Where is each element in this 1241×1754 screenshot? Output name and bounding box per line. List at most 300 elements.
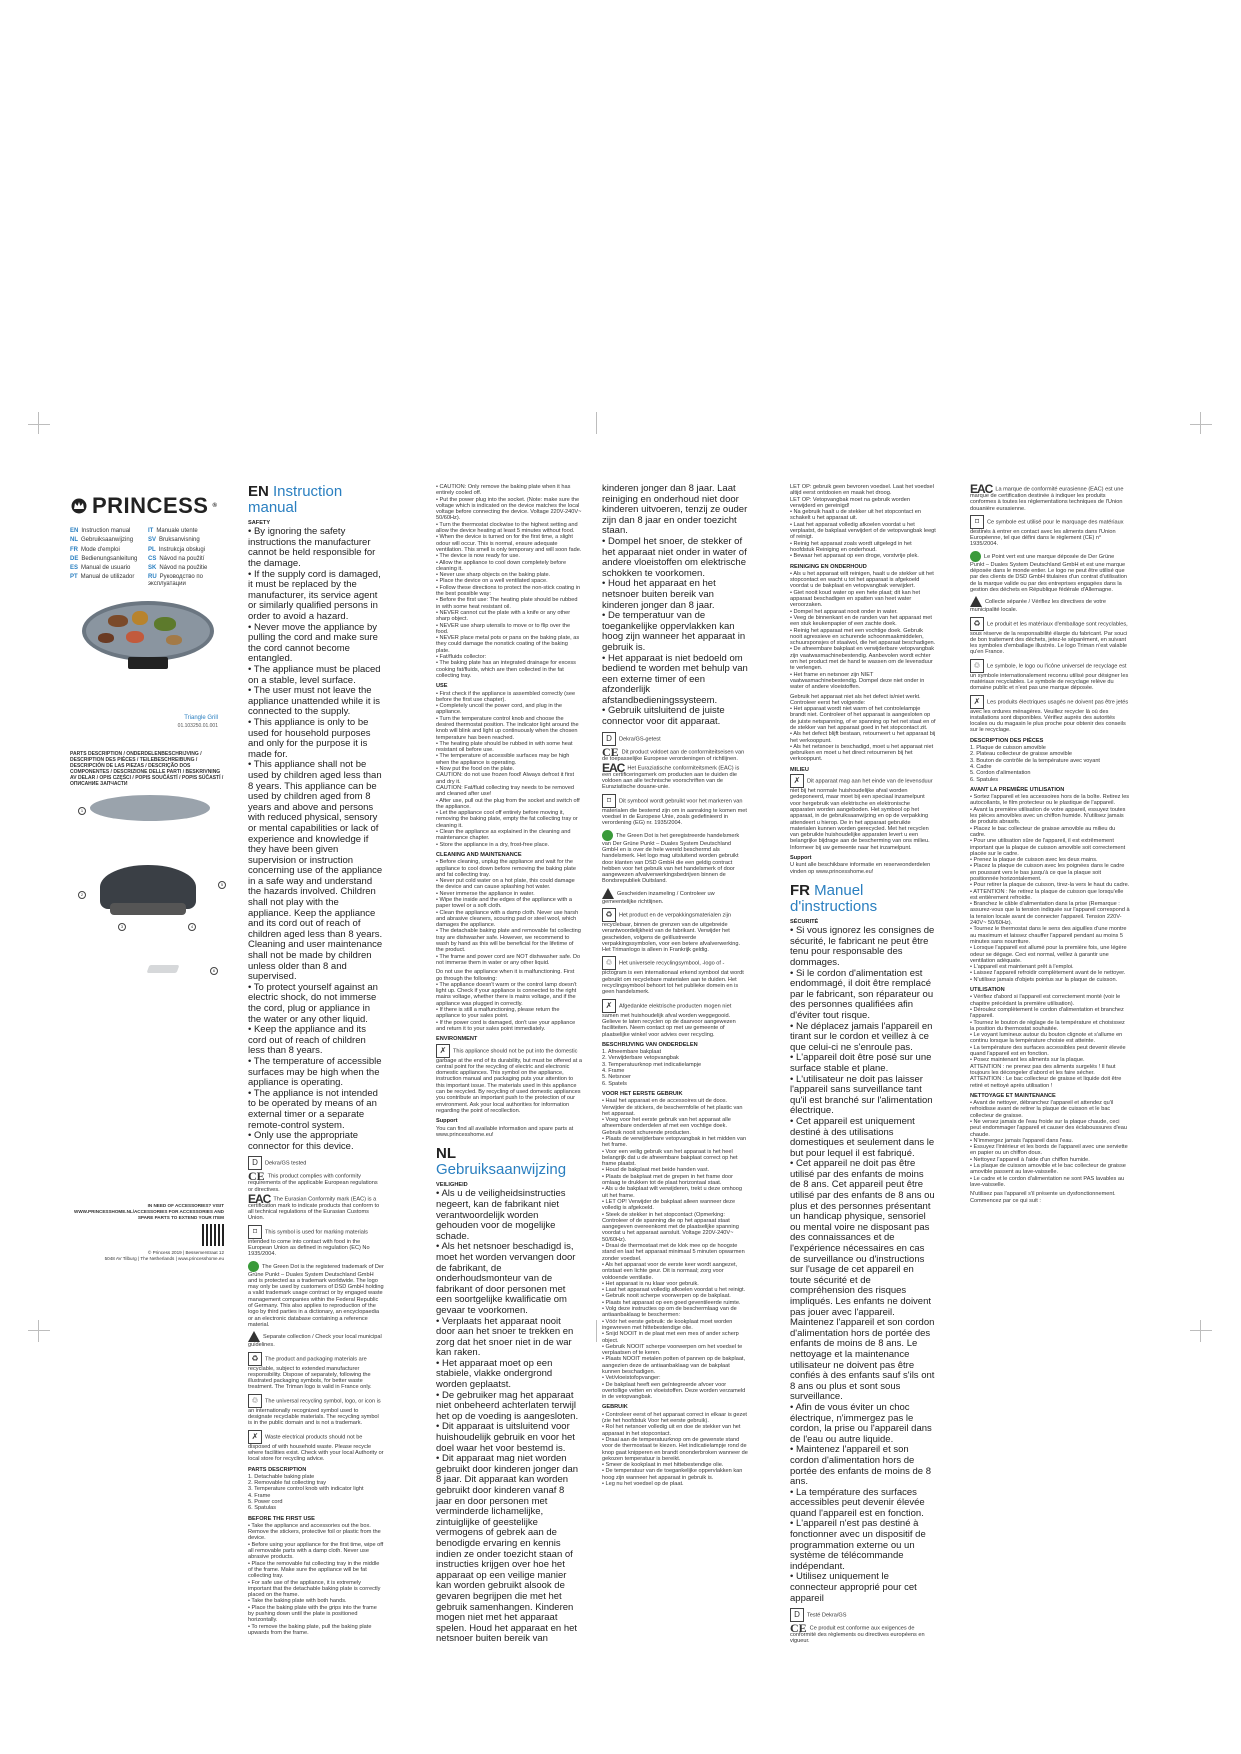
triman-row-fr: ♻ Le produit et les matériaux d'emballage sont recyclables, sous réserve de la responsabilité élargie du fabricant. Par souci de bon traitement des déchets, jetez-le séparément, en suivant les symboles d'emballage illustrés. Le logo Triman n'est valable qu'en France. (970, 618, 1128, 656)
list-item: • Fat/fluids collector: (436, 654, 487, 661)
list-item: • Vet/vloeistofopvanger: (602, 1375, 661, 1382)
eac-icon: EAC (248, 1191, 271, 1206)
list-item: • Na gebruik haalt u de stekker uit het stopcontact en schakelt u het apparaat uit. (790, 509, 922, 522)
list-item: • Als u de veiligheidsinstructies negeert, kan de fabrikant niet verantwoordelijk worden gehouden voor de mogelijke schade. (436, 1188, 566, 1242)
list-item: • The device is now ready for use. (436, 553, 520, 560)
malfunction-intro-nl: Gebruik het apparaat niet als het defect is/niet werkt. Controleer eerst het volgende: (790, 693, 921, 706)
list-item: • Plaats het apparaat op een goed geventileerde ruimte. (602, 1299, 741, 1306)
list-item: • Maintenez l'appareil et son cordon d'alimentation hors de portée des enfants de moins de 8 ans. (790, 1444, 932, 1488)
list-item: • By ignoring the safety instructions the manufacturer cannot be held responsible for the damage. (248, 526, 376, 570)
list-item: • NEVER use sharp utensils to move or to flip over the food. (436, 622, 571, 635)
list-item: • Wipe the inside and the edges of the appliance with a paper towel or a soft cloth. (436, 897, 572, 910)
crop-mark (38, 1320, 39, 1342)
crop-mark (1190, 424, 1212, 425)
crop-mark (1200, 412, 1201, 434)
cleaning-heading-nl: REINIGING EN ONDERHOUD (790, 563, 867, 570)
triman-icon: ♻ (602, 908, 616, 922)
universal-row: ♲ The universal recycling symbol, logo, or icon is an internationally recognized symbol used to designate recyclable materials. The recycling symbol is in the public domain and is not a trademark. (248, 1395, 381, 1427)
list-item: • Als het defect blijft bestaan, retourneert u het apparaat bij het verkooppunt. (790, 731, 936, 744)
list-item: • Giet nooit koud water op een hete plaat; dit kan het apparaat beschadigen en spatten van heet water veroorzaken. (790, 589, 921, 609)
list-item: • Le cadre et le cordon d'alimentation ne sont PAS lavables au lave-vaisselle. (970, 1175, 1125, 1188)
ce-icon: CE (602, 744, 619, 759)
language-item: NL Gebruiksaanwijzing (70, 537, 134, 544)
support-heading: Support (436, 1118, 458, 1125)
weee-bin-icon: ✗ (248, 1430, 262, 1444)
language-item: CS Návod na použití (148, 555, 205, 562)
triman-row-nl: ♻ Het product en de verpakkingsmaterialen zijn recyclebaar, binnen de grenzen van de uitgebreide verantwoordelijkheid van de fabrikant. Verwijder het gescheiden, volgens de geïllustreerde verpakkingssymbolen, voor een betere afvalverwerking. Het Trimanlogo is alleen in Frankrijk geldig. (602, 909, 741, 954)
list-item: 6. Spatulas (248, 1505, 276, 1512)
list-item: • Put the power plug into the socket. (Note: make sure the voltage which is indicated on the device matches the local voltage before connecting the device. Voltage 220V-240V~ 50/60Hz). (436, 496, 582, 522)
cleaning-heading-fr: NETTOYAGE ET MAINTENANCE (970, 1092, 1056, 1099)
cover-column (70, 484, 224, 1268)
section-title-nl: NL Gebruiksaanwijzing (436, 1145, 567, 1179)
list-item: 2. Verwijderbare vetopvangbak (602, 1055, 679, 1062)
grill-plate-surface (86, 605, 210, 657)
list-item: • Plaats de bakplaat met de grepen in het frame door omlaag te drukken tot de plaat horizontaal staat. (602, 1173, 734, 1187)
list-item: • This appliance is only to be used for household purposes and only for the purpose it is made for. (248, 716, 371, 760)
list-item: • The baking plate has an integrated drainage for excess cooking fat/fluids, which are then collected in the fat collecting tray. (436, 660, 576, 679)
list-item: • Essuyez l'intérieur et les bords de l'appareil avec une serviette en papier ou un chiffon doux. (970, 1144, 1128, 1157)
list-item: • Draai aan de temperatuurknop om de gewenste stand voor de thermostaat te kiezen. Het indicatielampje rond de knop gaat knipperen en brandt ononderbroken wanneer de gekozen temperatuur is bereikt. (602, 1436, 748, 1462)
triman-row: ♻ The product and packaging materials are recyclable, subject to extended manufacturer responsibility. Dispose of separately, following the illustrated packaging symbols, for better waste treatment. The Triman logo is valid in France only. (248, 1353, 372, 1391)
food-item (132, 611, 148, 625)
green-row-nl: The Green Dot is het geregistreerde handelsmerk van Der Grüne Punkt – Duales System Deutschland GmbH en is over de hele wereld beschermd als handelsmerk. Het logo mag uitsluitend worden gebruikt door klanten van DSD GmbH die een geldig contract hebben voor het gebruik van het handelsmerk of door aangewezen afvalverwerkingsbedrijven binnen de Bondsrepubliek Duitsland. (602, 830, 748, 885)
list-item: • Haal het apparaat en de accessoires uit de doos. Verwijder de stickers, de beschermfolie of het plastic van het apparaat. (602, 1098, 743, 1117)
list-item: • Avant de nettoyer, débranchez l'appareil et attendez qu'il refroidisse avant de retirer la plaque de cuisson et le bac collecteur de graisse. (970, 1100, 1114, 1119)
product-image (70, 601, 224, 751)
list-item: • Als het netsnoer is beschadigd, moet u het apparaat niet gebruiken en moet u het direct retourneren bij het verkooppunt. (790, 743, 934, 763)
list-item: • Completely uncoil the power cord, and plug in the appliance. (436, 703, 563, 716)
ce-icon: CE (248, 1169, 265, 1184)
list-item: • Turn the temperature control knob and choose the desired thermostat position. The indicator light around the knob will blink and light up continuously when the chosen temperature has been reached. (436, 715, 579, 741)
qr-code (202, 1224, 224, 1246)
list-item: • Only use the appropriate connector for this device. (248, 1130, 359, 1152)
part-number: 6 (210, 967, 218, 975)
list-item: • Sortez l'appareil et les accessoires hors de la boîte. Retirez les autocollants, le film protecteur ou le plastique de l'appareil. (970, 794, 1130, 807)
list-item: • Never move the appliance by pulling the cord and make sure the cord cannot become entangled. (248, 621, 378, 665)
product-name: Triangle Grill (184, 715, 218, 722)
ce-icon: CE (790, 1621, 807, 1636)
ce-row-fr: CE Ce produit est conforme aux exigences de conformité des règlements ou directives européens en vigueur. (790, 1621, 925, 1645)
use-heading-fr: UTILISATION (970, 987, 1005, 994)
list-item: • Pour retirer la plaque de cuisson, tirez-la vers le haut du cadre. (970, 882, 1130, 889)
list-item: • Never use sharp objects on the baking plate. (436, 572, 551, 579)
safety-list-nl-cont (602, 484, 748, 728)
list-item: • Take the baking plate with both hands. (248, 1598, 347, 1605)
list-item: • Het frame en netsnoer zijn NIET vaatwasmachinebestendig. Dompel deze niet onder in water of andere vloeistoffen. (790, 671, 925, 691)
list-item: • Follow these directions to protect the non-stick coating in the best possible way: (436, 584, 581, 598)
list-item: • If the power cord is damaged, don't use your appliance and return it to your sales point immediately. (436, 1019, 576, 1032)
food-row: ⌑ This symbol is used for marking materials intended to come into contact with food in the European Union as defined in regulation (EC) No 1935/2004. (248, 1226, 370, 1258)
list-item: • After use, pull out the plug from the socket and switch off the appliance. (436, 797, 580, 810)
list-item: • Never immerse the appliance in water. (436, 890, 535, 897)
list-item: 4. Frame (248, 1492, 271, 1499)
environment-row: ✗ This appliance should not be put into the domestic garbage at the end of its durability, but must be offered at a central point for the recycling of electric and electronic domestic appliances. This symbol on the appliance, instruction manual and packaging puts your attention to this important issue. The materials used in this appliance can be recycled. By recycling of used domestic appliances you contribute an important push to the protection of our environment. Ask your local authorities for information regarding the point of recollection. (436, 1045, 582, 1114)
crop-mark (1200, 1320, 1201, 1342)
list-item: • Before the first use: The heating plate should be rubbed in with some heat resistant oil. (436, 597, 578, 610)
list-item: • Reinig het apparaat zoals wordt uitgelegd in het hoofdstuk Reiniging en onderhoud. (790, 540, 912, 553)
cover-footer (70, 1203, 224, 1262)
crop-mark (596, 1320, 597, 1342)
parts-list (248, 1474, 384, 1512)
dutch-french-column (790, 484, 936, 1645)
list-item: • Verplaats het apparaat nooit door aan het snoer te trekken en zorg dat het snoer niet in de war kan raken. (436, 1315, 574, 1359)
copyright: © Princess 2019 | Bessemerstraat 12 (147, 1250, 224, 1256)
language-item: RU Руководство по эксплуатации (148, 574, 203, 587)
list-item: • Voeg voor het eerste gebruik van het apparaat alle afneembare onderdelen af met een vochtige doek. Gebruik nooit schurende producten. (602, 1117, 731, 1136)
safety-heading-fr: SÉCURITÉ (790, 918, 819, 925)
dekra-row-nl: D Dekra/GS-getest (602, 732, 748, 746)
food-item (98, 633, 114, 643)
list-item: • N'immergez jamais l'appareil dans l'eau. (970, 1137, 1074, 1144)
list-item: • Als u de bakplaat wilt verwijderen, trekt u deze omhoog uit het frame. (602, 1186, 743, 1199)
list-item: • Utilisez uniquement le connecteur approprié pour cet appareil (790, 1571, 917, 1604)
list-item: • Gebruik nooit scherpe voorwerpen op de bakplaat. (602, 1293, 731, 1300)
triman-icon: ♻ (248, 1352, 262, 1366)
use-list-fr (970, 994, 1130, 1088)
list-item: • Si vous ignorez les consignes de sécurité, le fabricant ne peut être tenu pour responsable des dommages. (790, 925, 935, 968)
brand-logo: PRINCESS ® (70, 498, 224, 514)
list-item: • For safe use of the appliance, it is extremely important that the detachable baking plate is correctly placed on the frame. (248, 1579, 381, 1599)
list-item: • Houd de bakplaat met beide handen vast. (602, 1167, 710, 1174)
dutch-column (602, 483, 748, 1488)
list-item: • Steek de stekker in het stopcontact (Opmerking: Controleer of de spanning die op het apparaat staat aangegeven overeenkomt met de plaatselijke spanning voordat u het apparaat aansluit. Voltage 220V-240V~ 50/60Hz). (602, 1211, 739, 1243)
list-item: • The appliance must be placed on a stable, level surface. (248, 664, 381, 686)
list-item: • Nettoyez l'appareil à l'aide d'un chiffon humide. (970, 1156, 1090, 1163)
fat-tray (110, 903, 186, 915)
list-item: • Turn the thermostat clockwise to the highest setting and allow the device heating at least 5 minutes without food. (436, 521, 578, 535)
support-heading-nl: Support (790, 855, 812, 862)
green-row-fr: Le Point vert est une marque déposée de Der Grüne Punkt – Duales System Deutschland GmbH et est une marque déposée dans le monde entier. Le logo ne peut être utilisé que par des clients de DSD GmbH titulaires d'un contrat d'utilisation de la marque valide ou par des entreprises engagées dans la gestion des déchets en République fédérale d'Allemagne. (970, 551, 1130, 593)
ce-row-nl: CE Dit product voldoet aan de conformiteitseisen van de toepasselijke Europese verordeningen of richtlijnen. (602, 744, 745, 762)
language-item: IT Manuale utente (148, 528, 198, 534)
list-item: • N'utilisez jamais d'objets pointus sur la plaque de cuisson. (970, 976, 1118, 983)
list-item: • De gebruiker mag het apparaat niet onbeheerd achterlaten terwijl het op de voeding is aangesloten. (436, 1389, 579, 1422)
crop-mark (596, 412, 597, 434)
food-row-nl: ⌑ Dit symbool wordt gebruikt voor het markeren van materialen die bestemd zijn om in aanraking te komen met voedsel in de Europese Unie, zoals gedefinieerd in verordening (EG) nr. 1935/2004. (602, 795, 747, 827)
list-item: • Pour une utilisation sûre de l'appareil, il est extrêmement important que la plaque de cuisson amovible soit correctement placée sur le cadre. (970, 838, 1126, 857)
french-column (970, 484, 1130, 1268)
list-item: • Dit apparaat mag niet worden gebruikt door kinderen jonger dan 8 jaar. Dit apparaat kan worden gebruikt door kinderen vanaf 8 jaar en door personen met verminderde lichamelijke, zintuiglijke of geestelijke vermogens of gebrek aan de benodigde ervaring en kennis indien ze onder toezicht staan of instructies krijgen over hoe het apparaat op een veilige manier kan worden gebruikt alsook de gevaren begrijpen die met het gebruik samenhangen. Kinderen mogen niet met het apparaat spelen. Houd het apparaat en het netsnoer buiten bereik van (436, 1453, 579, 1645)
malfunction-list-nl (790, 706, 936, 763)
dekra-row-fr: D Testé Dekra/GS (790, 1608, 936, 1622)
list-item: • Never put cold water on a hot plate, this could damage the device and can cause splashing hot water. (436, 878, 575, 891)
food-item (166, 635, 182, 645)
list-item: • First check if the appliance is assembled correctly (see before the first use chapter). (436, 690, 576, 703)
dekra-icon: D (248, 1156, 262, 1170)
part-number: 4 (188, 923, 196, 931)
use-list-nl (602, 1412, 748, 1488)
list-item: • Laat het apparaat volledig afkoelen voordat u het reinigt. (602, 1287, 746, 1294)
part-number: 5 (218, 881, 226, 889)
safety-list-fr (790, 926, 936, 1604)
before-list (248, 1523, 384, 1636)
product-model: 01.103250.01.001 (177, 723, 218, 730)
list-item: • Leg nu het voedsel op de plaat. (602, 1481, 684, 1488)
cleaning-heading: CLEANING AND MAINTENANCE (436, 851, 522, 858)
list-item: • Place the removable fat collecting tray in the middle of the frame. Make sure the appliance will be fat collecting tray. (248, 1560, 380, 1580)
list-item: • Take the appliance and accessories out the box. Remove the stickers, protective foil or plastic from the device. (248, 1522, 381, 1542)
list-item: • Keep the appliance and its cord out of reach of children less than 8 years. (248, 1024, 366, 1057)
food-item (126, 631, 144, 643)
language-item: ES Manual de usuario (70, 565, 131, 572)
list-item: 6. Spatels (602, 1080, 627, 1087)
list-item: 2. Plateau collecteur de graisse amovible (970, 751, 1072, 758)
part-number: 2 (78, 891, 86, 899)
list-item: • Tournez le bouton de réglage de la température et choisissez la position du thermostat souhaitée. (970, 1019, 1125, 1032)
list-item: • NEVER place metal pots or pans on the baking plate, as they could damage the nonstick coating of the baking plate. (436, 635, 580, 654)
list-item: • Houd het apparaat en het netsnoer buiten bereik van kinderen jonger dan 8 jaar. (602, 578, 716, 611)
list-item: • The temperature of accessible surfaces may be high when the appliance is operating. (248, 1055, 382, 1089)
list-item: • Laat het apparaat volledig afkoelen voordat u het verplaatst, de bakplaat verwijdert of de vetopvangbak leegt of reinigt. (790, 521, 936, 541)
crown-icon (70, 498, 88, 514)
list-item: 1. Detachable baking plate (248, 1473, 315, 1480)
list-item: • La température des surfaces accessibles peut devenir élevée quand l'appareil est en fonction. (970, 1044, 1126, 1058)
baking-plate (90, 795, 210, 821)
list-item: • Le voyant lumineux autour du bouton clignote et s'allume en continu lorsque la température choisie est atteinte. (970, 1032, 1123, 1045)
list-item: • Placez la plaque de cuisson avec les poignées dans le cadre en poussant vers le bas jusqu'à ce que la plaque soit positionnée horizontalement. (970, 863, 1125, 882)
use-list (436, 691, 582, 848)
list-item: • Het apparaat moet op een stabiele, vlakke ondergrond worden geplaatst. (436, 1357, 553, 1391)
dekra-icon: D (602, 732, 616, 746)
before-list-nl (602, 1098, 748, 1400)
list-item: • Voor een veilig gebruik van het apparaat is het heel belangrijk dat u de afneembare bakplaat correct op het frame plaatst. (602, 1148, 738, 1168)
before-list-fr (970, 794, 1130, 983)
crop-mark (38, 412, 39, 434)
list-item: • Dompel het snoer, de stekker of het apparaat niet onder in water of andere vloeistoffen om elektrische schokken te voorkomen. (602, 535, 747, 579)
list-item: • Clean the appliance as explained in the cleaning and maintenance chapter. (436, 829, 571, 842)
list-item: • L'appareil n'est pas destiné à fonctionner avec un dispositif de programmation externe ou un système de télécommande indépendant. (790, 1518, 926, 1572)
list-item: • Controleer eerst of het apparaat correct in elkaar is gezet (zie het hoofdstuk Voor het eerste gebruik). (602, 1411, 747, 1425)
eac-row: EAC The Eurasian Conformity mark (EAC) is a certification mark to indicate products that conform to all technical regulations of the Eurasian Customs Union. (248, 1191, 380, 1222)
list-item: • Prenez la plaque de cuisson avec les deux mains. (970, 857, 1098, 864)
list-item: • Cet appareil est uniquement destiné à des utilisations domestiques et seulement dans le but pour lequel il est fabriqué. (790, 1115, 935, 1159)
weee-row-fr: ✗ Les produits électriques usagés ne doivent pas être jetés avec les ordures ménagères. Veuillez recycler là où des installations sont disponibles. Vérifiez auprès des autorités locales ou du magasin le plus proche pour obtenir des conseils sur le recyclage. (970, 696, 1129, 734)
eac-row-fr: EAC La marque de conformité eurasienne (EAC) est une marque de certification destinée à indiquer les produits conformes à toutes les réglementations techniques de l'Union douanière eurasienne. (970, 482, 1124, 512)
green-dot-icon (970, 551, 981, 562)
list-item: 3. Temperature control knob with indicator light (248, 1486, 364, 1493)
universal-recycle-icon: ♲ (602, 956, 616, 970)
list-item: • Avant la première utilisation de votre appareil, essuyez toutes les pièces amovibles avec un chiffon humide. N'utilisez jamais de produits abrasifs. (970, 806, 1126, 826)
use-heading-nl: GEBRUIK (602, 1404, 628, 1411)
grill-base (128, 657, 168, 669)
language-item: DE Bedienungsanleitung (70, 555, 138, 562)
universal-recycle-icon: ♲ (970, 659, 984, 673)
caution-list (436, 484, 582, 679)
list-item: • NEVER cannot cut the plate with a knife or any other sharp object. (436, 609, 571, 623)
list-item: • Plaats NOOIT metalen potten of pannen op de bakplaat, aangezien deze de antiaanbaklaag van de bakplaat kunnen beschadigen. (602, 1356, 746, 1375)
eac-icon: EAC (602, 760, 625, 775)
green-dot-icon (602, 830, 613, 841)
weee-bin-icon: ✗ (790, 774, 804, 788)
cleaning-list-fr (970, 1100, 1130, 1188)
list-item: • Vérifiez d'abord si l'appareil est correctement monté (voir le chapitre précédant la première utilisation). (970, 994, 1121, 1007)
universal-row-nl: ♲ Het universele recyclingsymbool, -logo of -pictogram is een internationaal erkend symbool dat wordt gebruikt om recyclebare materialen aan te duiden. Het recyclingsymbool behoort tot het publieke domein en is geen handelsmerk. (602, 958, 744, 996)
list-item: • If the supply cord is damaged, it must be replaced by the manufacturer, its service agent or similarly qualified persons in order to avoid a hazard. (248, 568, 381, 623)
list-item: • Déroulez complètement le cordon d'alimentation et branchez l'appareil. (970, 1006, 1124, 1020)
english-column (248, 483, 384, 1636)
weee-bin-icon: ✗ (970, 695, 984, 709)
list-item: CAUTION: do not use frozen food! Always defrost it first and dry it. (436, 772, 575, 785)
list-item: • De temperatuur van de toegankelijke oppervlakken kan hoog zijn wanneer het apparaat in gebruik is. (602, 1468, 743, 1481)
use-list-nl-cont (790, 484, 936, 560)
list-item: • To protect yourself against an electric shock, do not immerse the cord, plug or appliance in the water or any other liquid. (248, 981, 378, 1025)
part-number: 3 (118, 923, 126, 931)
list-item: • CAUTION: Only remove the baking plate when it has entirely cooled off. (436, 484, 571, 497)
list-item: • L'appareil est maintenant prêt à l'emploi. (970, 964, 1074, 971)
language-item: SV Bruksanvisning (148, 537, 200, 544)
list-item: • Tournez le thermostat dans le sens des aiguilles d'une montre au maximum et laissez chauffer l'appareil pendant au moins 5 minutes sans nourriture. (970, 926, 1127, 945)
list-item: • ATTENTION : Ne retirez la plaque de cuisson que lorsqu'elle est entièrement refroidie. (970, 888, 1124, 901)
food-item (108, 615, 128, 627)
list-item: • Posez maintenant les aliments sur la plaque. (970, 1057, 1085, 1064)
list-item: • De bakplaat heeft een geïntegreerde afvoer voor overtollige vetten en vloeistoffen. Deze worden verzameld in de vetopvangbak. (602, 1381, 746, 1401)
separate-row-fr: Collecte séparée / Vérifiez les directives de votre municipalité locale. (970, 596, 1130, 613)
manual-sheet (70, 482, 1170, 1645)
dekra-row: D Dekra/GS tested (248, 1156, 384, 1170)
list-item: • The frame and power cord are NOT dishwasher safe. Do not immerse them in water or any other liquid. (436, 953, 581, 966)
parts-heading: PARTS DESCRIPTION (248, 1466, 307, 1473)
separate-row-nl: Gescheiden inzameling / Controleer uw gemeentelijke richtlijnen. (602, 888, 748, 905)
before-heading: BEFORE THE FIRST USE (248, 1515, 315, 1522)
food-contact-icon: ⌑ (248, 1225, 262, 1239)
accessories-note: IN NEED OF ACCESSORIES? VISIT (147, 1203, 224, 1209)
list-item: • La température des surfaces accessibles peut devenir élevée quand l'appareil est en fonction. (790, 1486, 925, 1519)
list-item: • Rol het netsnoer volledig uit en doe de stekker van het apparaat in het stopcontact. (602, 1424, 741, 1437)
list-item: • LET OP! Verwijder de bakplaat alleen wanneer deze volledig is afgekoeld. (602, 1198, 736, 1212)
list-item: • Branchez le câble d'alimentation dans la prise (Remarque : assurez-vous que la tension indiquée sur l'appareil correspond à la tension locale avant de connecter l'appareil. Tension 220V-240V~ 50/60Hz). (970, 901, 1130, 927)
list-item: • Smeer de kookplaat in met hittebestendige olie. (602, 1462, 724, 1469)
crop-mark (28, 1330, 50, 1331)
list-item: 1. Plaque de cuisson amovible (970, 745, 1046, 752)
list-item: • L'appareil doit être posé sur une surface stable et plane. (790, 1052, 932, 1074)
list-item: • Volg deze instructies op om de beschermlaag van de antiaanbaklaag te beschermen: (602, 1306, 737, 1319)
list-item: • Now put the food on the plate. (436, 766, 515, 773)
list-item: • Ne versez jamais de l'eau froide sur la plaque chaude, ceci peut endommager l'appareil et causer des éclaboussures d'eau chaude. (970, 1118, 1127, 1138)
list-item: 6. Spatules (970, 776, 998, 783)
food-contact-icon: ⌑ (602, 794, 616, 808)
list-item: • Veeg de binnenkant en de randen van het apparaat met een stuk keukenpapier of een zachte doek. (790, 614, 932, 628)
use-heading: USE (436, 683, 448, 690)
list-item: • Plaats de verwijderbare vetopvangbak in het midden van het frame. (602, 1136, 747, 1149)
weee-bin-icon: ✗ (436, 1044, 450, 1058)
list-item: • L'utilisateur ne doit pas laisser l'appareil sans surveillance tant qu'il est branché sur l'alimentation électrique. (790, 1073, 933, 1117)
crop-mark (1190, 1330, 1212, 1331)
ce-row: CE This product complies with conformity requirements of the applicable European regulations or directives. (248, 1169, 378, 1193)
recycle-triangle-icon (602, 888, 614, 899)
recycle-triangle-icon (248, 1331, 260, 1342)
malfunction-intro-fr: N'utilisez pas l'appareil s'il présente un dysfonctionnement. Commencez par ce qui suit : (970, 1191, 1116, 1204)
list-item: • Place the device on a well ventilated space. (436, 578, 548, 585)
list-item: CAUTION: Fat/fluid collecting tray needs to be removed and cleaned after use! (436, 784, 575, 798)
food-row-fr: ⌑ Ce symbole est utilisé pour le marquage des matériaux destinés à entrer en contact avec les aliments dans l'Union Européenne, tel que défini dans le règlement (CE) n° 1935/2004. (970, 516, 1124, 548)
language-item: EN Instruction manual (70, 528, 131, 534)
list-item: • Reinig het apparaat met een vochtige doek. Gebruik nooit agressieve en schurende schoonmaakmiddelen, schuursponsjes of staalwol, die het apparaat beschadigen. (790, 627, 936, 647)
language-item: PT Manual de utilizador (70, 574, 135, 581)
weee-row: ✗ Waste electrical products should not be disposed of with household waste. Please recycle where facilities exist. Check with your local Authority or local store for recycling advice. (248, 1431, 384, 1463)
list-item: • Allow the appliance to cool down completely before cleaning it. (436, 559, 567, 572)
list-item: • Lorsque l'appareil est allumé pour la première fois, une légère odeur se dégage. Ceci est normal, veillez à garantir une ventilation adéquate. (970, 945, 1127, 964)
malfunction-list (436, 982, 582, 1032)
list-item: • Vóór het eerste gebruik: de kookplaat moet worden ingewreven met hittebestendige olie. (602, 1318, 733, 1331)
cleaning-list-nl (790, 571, 936, 691)
triman-icon: ♻ (970, 617, 984, 631)
list-item: • Als het netsnoer beschadigd is, moet het worden vervangen door de fabrikant, de onderhoudsmonteur van de fabrikant of door personen met een soortgelijke kwalificatie om gevaar te voorkomen. (436, 1241, 576, 1316)
language-item: FR Mode d'emploi (70, 546, 120, 553)
list-item: • Het apparaat is nu klaar voor gebruik. (602, 1280, 699, 1287)
weee-row-nl: ✗ Afgedankte elektrische producten mogen niet samen met huishoudelijk afval worden weggegooid. Gelieve te laten recyclen op de daarvoor aangewezen faciliteiten. Neem contact op met uw gemeente of plaatselijke winkel voor advies over recycling. (602, 1000, 736, 1038)
list-item: kinderen jonger dan 8 jaar. Laat reiniging en onderhoud niet door kinderen uitvoeren, tenzij ze ouder zijn dan 8 jaar en onder toezicht staan. (602, 483, 748, 537)
list-item: • Place the baking plate with the grips into the frame by pushing down until the plate is positioned horizontally. (248, 1604, 377, 1624)
universal-recycle-icon: ♲ (248, 1394, 262, 1408)
list-item: • Store the appliance in a dry, frost-free place. (436, 841, 550, 848)
list-item: • Als u het apparaat wilt reinigen, haalt u de stekker uit het stopcontact en wacht u tot het apparaat is afgekoeld voordat u de bakplaat en vetopvangbak verwijdert. (790, 570, 934, 590)
green-row: The Green Dot is the registered trademark of Der Grüne Punkt – Duales System Deutschland GmbH and is protected as a trademark worldwide. The logo may only be used by customers of DSD GmbH holding a valid trademark usage contract or by engaged waste management companies within the Federal Republic of Germany. This also applies to reproduction of the logo by third parties in a dictionary, an encyclopaedia or an electronic database containing a reference material. (248, 1261, 384, 1329)
list-item: • Let the appliance cool off entirely before moving it, removing the baking plate, empty the fat collecting tray or cleaning it. (436, 810, 578, 829)
spatula (147, 965, 180, 973)
dekra-icon: D (790, 1608, 804, 1622)
list-item: • The appliance doesn't warm or the control lamp doesn't light up. Check if your appliance is connected to the right mains voltage, whether there is mains voltage, and if the appliance was plugged in correctly. (436, 981, 577, 1007)
recycle-triangle-icon (970, 596, 982, 607)
list-item: • This appliance shall not be used by children aged less than 8 years. This appliance can be used by children aged from 8 years and above and persons with reduced physical, sensory or mental capabilities or lack of experience and knowledge if they have been given supervision or instruction concerning use of the appliance in a safe way and understand the hazards involved. Children shall not play with the appliance. Keep the appliance and its cord out of reach of children aged less than 8 years. Cleaning and user maintenance shall not be made by children unless older than 8 and supervised. (248, 759, 383, 983)
list-item: • The appliance is not intended to be operated by means of an external timer or a separate remote-control system. (248, 1087, 378, 1131)
environment-heading-nl: MILIEU (790, 766, 809, 773)
safety-list (248, 527, 384, 1152)
list-item: • Als het apparaat voor de eerste keer wordt aangezet, ontstaat een lichte geur. Dit is normaal; zorg voor voldoende ventilatie. (602, 1261, 738, 1281)
list-item: 4. Cadre (970, 763, 992, 770)
environment-row-nl: ✗ Dit apparaat mag aan het einde van de levensduur niet bij het normale huishoudelijke afval worden gedeponeerd, maar moet bij een speciaal inzamelpunt voor hergebruik van elektrische en elektronische apparaten worden aangeboden. Het symbool op het apparaat, in de gebruiksaanwijzing en op de verpakking attendeert u hierop. De in het apparaat gebruikte materialen kunnen worden gerecycled. Met het recyclen van gebruikte huishoudelijke apparaten levert u een belangrijke bijdrage aan de bescherming van ons milieu. Informeer bij uw gemeente naar het inzamelpunt. (790, 776, 933, 851)
crop-mark (28, 424, 50, 425)
universal-row-fr: ♲ Le symbole, le logo ou l'icône universel de recyclage est un symbole internationalement reconnu utilisé pour désigner les matériaux recyclables. Le symbole de recyclage relève du domaine public et n'est pas une marque déposée. (970, 660, 1129, 692)
list-item: • De afneembare bakplaat en verwijderbare vetopvangbak zijn vaatwasmachinebestendig. Aanbevolen wordt echter om het product met de hand te wassen om de levensduur te verlengen. (790, 646, 935, 672)
parts-list-nl (602, 1049, 748, 1087)
safety-heading-nl: VEILIGHEID (436, 1182, 468, 1189)
eac-row-nl: EAC Het Euraziatische conformiteitsmerk (EAC) is een certificeringsmerk om producten aan te duiden die voldoen aan alle technische voorschriften van de Euraziatische douane-unie. (602, 760, 740, 791)
list-item: • Gebruik uitsluitend de juiste connector voor dit apparaat. (602, 705, 725, 728)
language-list (70, 528, 224, 587)
green-dot-icon (248, 1261, 259, 1272)
list-item: • Clean the appliance with a damp cloth. Never use harsh and abrasive cleaners, scouring pad or steel wool, which damages the appliance. (436, 909, 579, 929)
environment-heading: ENVIRONMENT (436, 1036, 478, 1043)
list-item: • Si le cordon d'alimentation est endommagé, il doit être remplacé par le fabricant, son réparateur ou des personnes qualifiées afin d'éviter tout risque. (790, 967, 934, 1021)
before-heading-nl: VOOR HET EERSTE GEBRUIK (602, 1090, 683, 1097)
food-item (154, 617, 176, 631)
list-item: • Laissez l'appareil refroidir complètement avant de le nettoyer. (970, 970, 1126, 977)
parts-list-fr (970, 745, 1130, 783)
list-item: • Bewaar het apparaat op een droge, vorstvrije plek. (790, 553, 919, 560)
list-item: 5. Cordon d'alimentation (970, 770, 1031, 777)
list-item: • Ne déplacez jamais l'appareil en tirant sur le cordon et veillez à ce que celui-ci ne s'enroule pas. (790, 1020, 933, 1053)
language-item: SK Návod na použitie (148, 565, 208, 572)
malfunction-intro: Do not use the appliance when it is malfunctioning. First go through the following: (436, 969, 575, 982)
list-item: 1. Afneembare bakplaat (602, 1049, 662, 1056)
list-item: • Dompel het apparaat nooit onder in water. (790, 608, 898, 615)
parts-diagram (70, 795, 224, 985)
list-item: • Before using your appliance for the first time, wipe off all removable parts with a damp cloth. Never use abrasive products. (248, 1541, 384, 1561)
english-continued-column (436, 484, 582, 1645)
list-item: • Placez le bac collecteur de graisse amovible au milieu du cadre. (970, 825, 1116, 838)
support-text-nl: U kunt alle beschikbare informatie en reserveonderdelen vinden op www.princesshome.eu! (790, 862, 931, 875)
list-item: LET OP: Vetopvangbak moet na gebruik worden verwijderd en gereinigd! (790, 496, 910, 509)
list-item: • The detachable baking plate and removable fat collecting tray are dishwasher safe. However, we recommend to wash by hand as this will be beneficial for the lifetime of the product. (436, 928, 581, 954)
list-item: ATTENTION : ne prenez pas des aliments surgelés ! Il faut toujours les décongeler d'abord et les faire sécher. (970, 1063, 1116, 1076)
parts-header: PARTS DESCRIPTION / ONDERDELENBESCHRIJVING / DESCRIPTION DES PIÈCES / TEILEBESCHREIBUNG / DESCRIPCIÓN DE LAS PIEZAS / DESCRIÇÃO DOS COMPONENTES / DESCRIZIONE DELLE PARTI / BESKRIVNING AV DELAR / OPIS CZĘŚCI / POPIS SOUČÁSTÍ / POPIS SÚČASTÍ / ОПИСАНИЕ ЗАПЧАСТИ (70, 751, 224, 788)
list-item: • Before cleaning, unplug the appliance and wait for the appliance to cool down before removing the baking plate and fat collecting tray. (436, 859, 576, 878)
list-item: • Draai de thermostaat met de klok mee op de hoogste stand en laat het apparaat minimaal 5 minuten opwarmen zonder voedsel. (602, 1243, 745, 1262)
parts-heading-fr: DESCRIPTION DES PIÈCES (970, 737, 1044, 744)
list-item: ATTENTION : Le bac collecteur de graisse et liquide doit être retiré et nettoyé après utilisation ! (970, 1076, 1122, 1089)
list-item: • Afin de vous éviter un choc électrique, n'immergez pas le cordon, la prise ou l'appareil dans de l'eau ou autre liquide. (790, 1401, 932, 1445)
